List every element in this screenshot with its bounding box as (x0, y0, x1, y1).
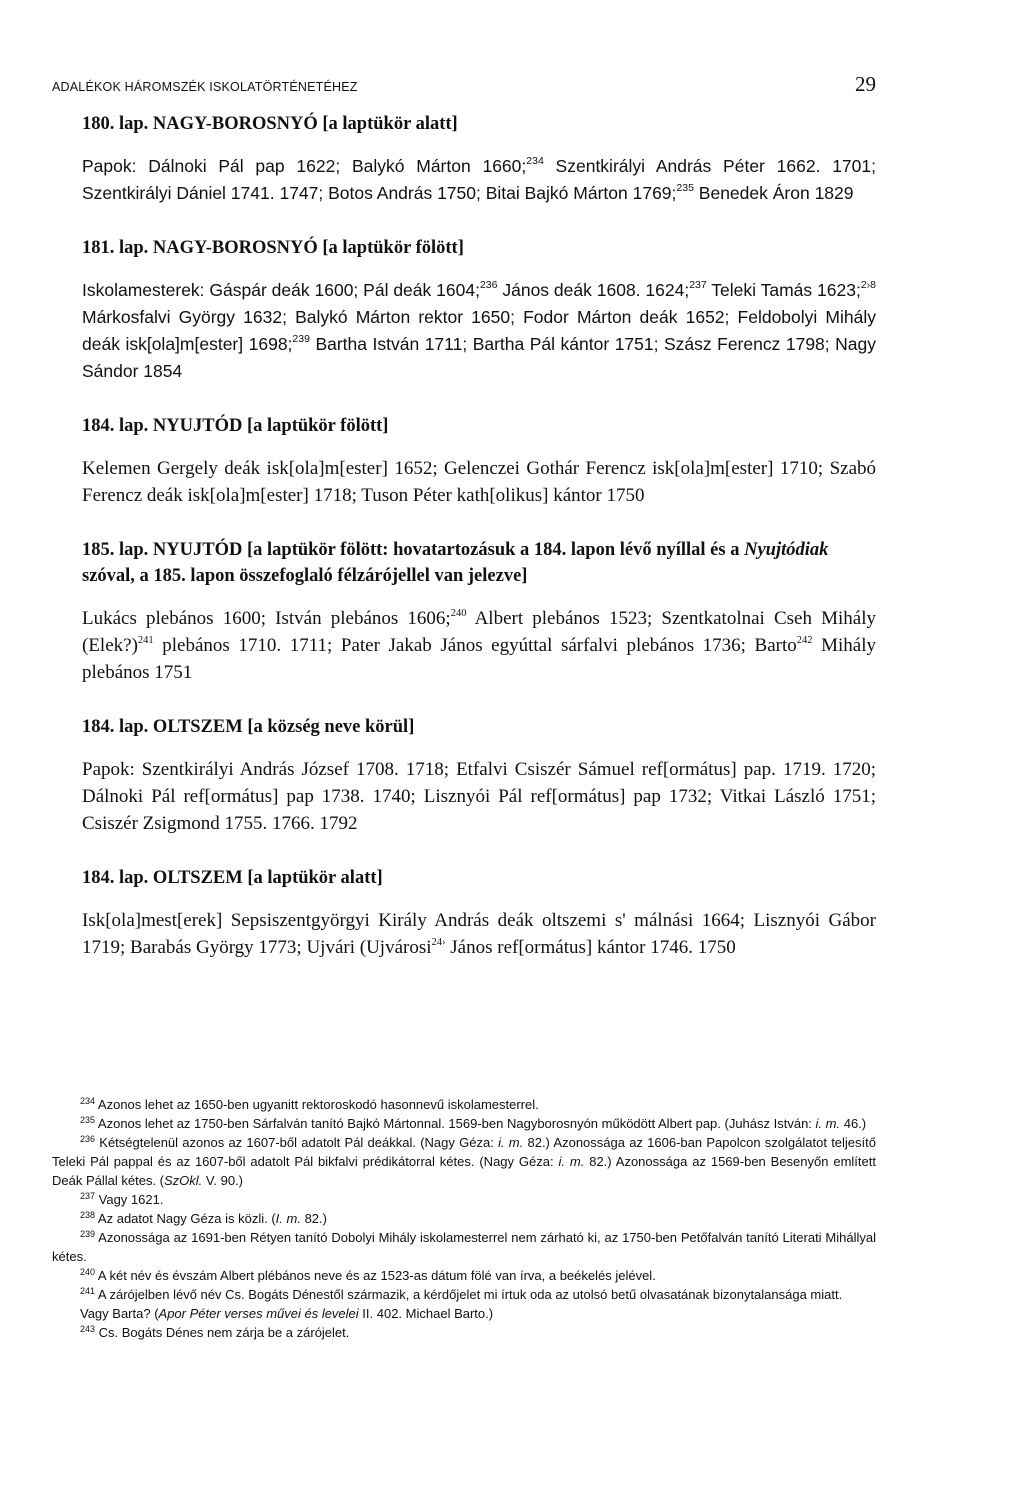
footnote-ref: 234 (80, 1096, 96, 1106)
footnote-ref: 239 (292, 333, 310, 345)
body-text: Albert plebános 1523; Szentkatolnai Cseh Mihály (Elek?) (82, 608, 877, 656)
italic-text: Nyujtódiak (744, 540, 829, 560)
footnote-text: A zárójelben lévő név Cs. Bogáts Dénestől származik, a kérdőjelet mi írtuk oda az utolsó betű olvasatának bizonytalansága miatt. (95, 1287, 843, 1302)
page-number: 29 (855, 72, 876, 96)
footnote-ref: 236 (80, 1134, 96, 1144)
entry (52, 714, 876, 837)
footnote-text: 82.) Azonossága az 1606-ban Papolcon szolgálatot teljesítő Teleki Pál pappal és az 1607-ből adatolt Pál bikfalvi prédikátorral kétes. (Nagy Géza: (52, 1135, 876, 1169)
entries (52, 111, 876, 961)
footnote-ref: 240 (450, 608, 467, 619)
footnote-ref: 241 (137, 635, 154, 646)
body-text: Bartha István 1711; Bartha Pál kántor 1751; Szász Ferencz 1798; Nagy Sándor 1854 (82, 334, 876, 381)
footnote-ref: 236 (479, 279, 498, 291)
body-text: János ref[ormátus] kántor 1746. 1750 (445, 937, 736, 958)
footnote-ref: 241 (80, 1286, 96, 1296)
body-text: Teleki Tamás 1623; (706, 280, 861, 300)
page (52, 72, 876, 989)
footnote-ref: 235 (80, 1115, 96, 1125)
footnote (52, 1228, 876, 1266)
italic-text: i. m. (815, 1116, 841, 1131)
italic-text: i. m. (558, 1154, 585, 1169)
footnote-ref: 24› (431, 937, 446, 948)
body-text: plebános 1710. 1711; Pater Jakab János egyúttal sárfalvi plebános 1736; Barto (153, 635, 797, 656)
footnote-text: Vagy Barta? ( (80, 1306, 159, 1321)
footnote-text: 46.) (840, 1116, 867, 1131)
footnote-text: II. 402. Michael Barto.) (358, 1306, 494, 1321)
running-title: ADALÉKOK HÁROMSZÉK ISKOLATÖRTÉNETÉHEZ (52, 80, 358, 94)
italic-text: Apor Péter verses művei és levelei (158, 1306, 359, 1321)
body-text: Lukács plebános 1600; István plebános 1606; (82, 608, 451, 629)
footnote-text: 82.) (300, 1211, 327, 1226)
footnote-text: 82.) Azonossága az 1569-ben Besenyőn említett Deák Pállal kétes. ( (52, 1154, 876, 1188)
entry-body (82, 455, 876, 509)
entry (52, 235, 876, 385)
footnote (52, 1209, 876, 1228)
body-text: Papok: Dálnoki Pál pap 1622; Balykó Márton 1660; (82, 156, 527, 176)
italic-text: i. m. (498, 1135, 524, 1150)
footnote (52, 1323, 876, 1342)
entry (52, 537, 876, 686)
footnote-text: Azonossága az 1691-ben Rétyen tanító Dobolyi Mihály iskolamesterrel nem zárható ki, az 1750-ben Petőfalván tanító Literati Mihállyal kétes. (52, 1230, 876, 1264)
footnote-text: Cs. Bogáts Dénes nem zárja be a zárójelet. (95, 1325, 350, 1340)
footnote-ref: 240 (80, 1267, 96, 1277)
entry-body (82, 605, 876, 686)
entry-heading: 184. lap. OLTSZEM [a község neve körül] (82, 717, 415, 737)
footnote-ref: 237 (80, 1191, 96, 1201)
entry-heading: 180. lap. NAGY-BOROSNYÓ [a laptükör alatt] (82, 114, 458, 134)
entry-heading: 181. lap. NAGY-BOROSNYÓ [a laptükör fölött] (82, 238, 464, 258)
footnote (52, 1190, 876, 1209)
footnote-text: A két név és évszám Albert plébános neve és az 1523-as dátum fölé van írva, a beékelés jelével. (95, 1268, 656, 1283)
heading-text: 185. lap. NYUJTÓD [a laptükör fölött: hovatartozásuk a 184. lapon lévő nyíllal és a (82, 540, 745, 560)
footnote (52, 1266, 876, 1285)
footnote (52, 1095, 876, 1114)
footnote-ref: 2›8 (860, 279, 877, 291)
footnote-text: V. 90.) (202, 1173, 244, 1188)
italic-text: SzOkl. (164, 1173, 203, 1188)
entry-body (82, 756, 876, 837)
footnote (52, 1133, 876, 1190)
entry-body (82, 277, 876, 385)
body-text: Papok: Szentkirályi András József 1708. 1718; Etfalvi Csiszér Sámuel ref[ormátus] pap. 1719. 1720; Dálnoki Pál ref[ormátus] pap 1738. 1740; Lisznyói Pál ref[ormátus] pap 1732; Vitkai László 1751; Csiszér Zsigmond 1755. 1766. 1792 (82, 759, 876, 834)
footnotes (52, 1095, 876, 1342)
body-text: Isk[ola]mest[erek] Sepsiszentgyörgyi Király András deák oltszemi s' málnási 1664; Lisznyói Gábor 1719; Barabás György 1773; Ujvári (Ujvárosi (82, 910, 876, 958)
footnote-text: Az adatot Nagy Géza is közli. ( (95, 1211, 276, 1226)
entry (52, 111, 876, 207)
footnote-ref: 239 (80, 1229, 96, 1239)
body-text: Márkosfalvi György 1632; Balykó Márton rektor 1650; Fodor Márton deák 1652; Feldobolyi Mihály deák isk[ola]m[ester] 1698; (82, 307, 876, 354)
footnote-text: Azonos lehet az 1750-ben Sárfalván tanító Bajkó Mártonnal. 1569-ben Nagyborosnyón működött Albert pap. (Juhász István: (95, 1116, 816, 1131)
italic-text: I. m. (275, 1211, 301, 1226)
footnote-ref: 234 (526, 155, 544, 167)
entry-body (82, 907, 876, 961)
body-text: Kelemen Gergely deák isk[ola]m[ester] 1652; Gelenczei Gothár Ferencz isk[ola]m[ester] 1710; Szabó Ferencz deák isk[ola]m[ester] 1718; Tuson Péter kath[olikus] kántor 1750 (82, 458, 876, 506)
body-text: Benedek Áron 1829 (693, 183, 854, 203)
entry-heading: 184. lap. NYUJTÓD [a laptükör fölött] (82, 416, 389, 436)
running-head (52, 72, 876, 97)
footnote-ref: 237 (689, 279, 707, 291)
body-text: Szentkirályi András Péter 1662. 1701; Szentkirályi Dániel 1741. 1747; Botos András 1750; Bitai Bajkó Márton 1769; (82, 156, 876, 203)
footnote-text: Azonos lehet az 1650-ben ugyanitt rektoroskodó hasonnevű iskolamesterrel. (95, 1097, 539, 1112)
footnote (52, 1304, 876, 1323)
footnote-ref: 238 (80, 1210, 96, 1220)
body-text: János deák 1608. 1624; (497, 280, 690, 300)
footnote (52, 1285, 876, 1304)
footnote-ref: 243 (80, 1324, 96, 1334)
body-text: Iskolamesterek: Gáspár deák 1600; Pál deák 1604; (82, 280, 480, 300)
entry (52, 413, 876, 509)
footnote-text: Vagy 1621. (95, 1192, 164, 1207)
heading-text: szóval, a 185. lapon összefoglaló félzárójellel van jelezve] (82, 566, 528, 586)
entry-body (82, 153, 876, 207)
footnote (52, 1114, 876, 1133)
footnote-text: Kétségtelenül azonos az 1607-ből adatolt Pál deákkal. (Nagy Géza: (95, 1135, 499, 1150)
body-text: Mihály plebános 1751 (82, 635, 876, 683)
footnote-ref: 235 (676, 182, 694, 194)
entry-heading: 184. lap. OLTSZEM [a laptükör alatt] (82, 868, 383, 888)
footnote-ref: 242 (796, 635, 813, 646)
entry (52, 865, 876, 961)
entry-heading (82, 537, 876, 589)
